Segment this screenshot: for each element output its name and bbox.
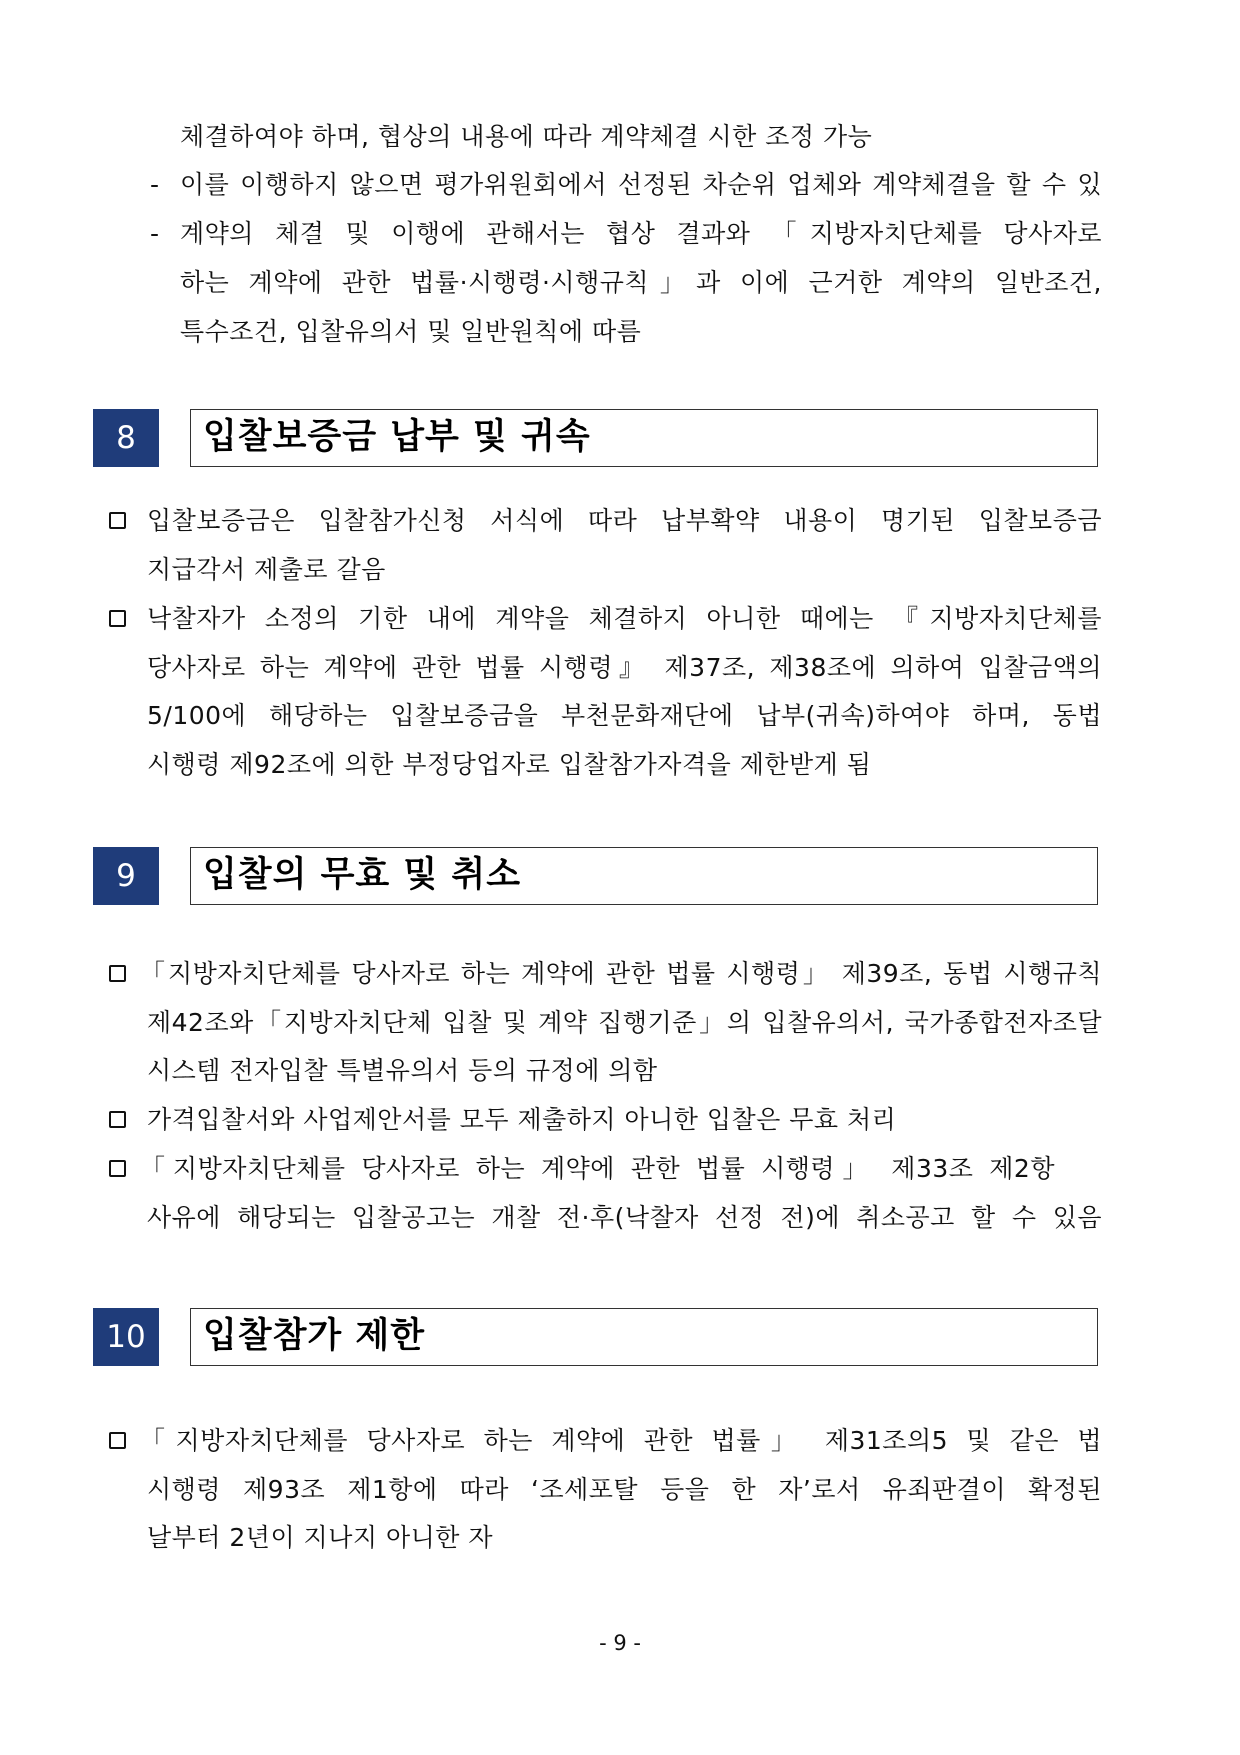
checkbox-bullet-icon bbox=[109, 512, 126, 529]
intro-dash-item-3-line-1: 계약의 체결 및 이행에 관해서는 협상 결과와 「지방자치단체를 당사자로 bbox=[180, 219, 1102, 248]
section-9-title-box bbox=[190, 847, 1098, 905]
section-9-item-3-line-1: 「지방자치단체를 당사자로 하는 계약에 관한 법률 시행령」 제33조 제2항 bbox=[140, 1154, 1055, 1183]
section-8-title-box bbox=[190, 409, 1098, 467]
section-9-number-badge: 9 bbox=[93, 847, 159, 905]
checkbox-bullet-icon bbox=[109, 1160, 126, 1177]
section-10-title-box bbox=[190, 1308, 1098, 1366]
section-8-item-1-line-1: 입찰보증금은 입찰참가신청 서식에 따라 납부확약 내용이 명기된 입찰보증금 bbox=[147, 506, 1102, 535]
dash-marker: - bbox=[150, 170, 160, 199]
section-9-item-1-line-3: 시스템 전자입찰 특별유의서 등의 규정에 의함 bbox=[147, 1056, 658, 1085]
section-8-item-1-line-2: 지급각서 제출로 갈음 bbox=[147, 555, 386, 584]
checkbox-bullet-icon bbox=[109, 610, 126, 627]
section-8-item-2-line-4: 시행령 제92조에 의한 부정당업자로 입찰참가자격을 제한받게 됨 bbox=[147, 750, 872, 779]
section-9-title: 입찰의 무효 및 취소 bbox=[203, 855, 522, 895]
section-8-item-2-line-2: 당사자로 하는 계약에 관한 법률 시행령』 제37조, 제38조에 의하여 입찰금액의 bbox=[147, 653, 1102, 682]
section-10-title: 입찰참가 제한 bbox=[203, 1316, 426, 1356]
dash-marker: - bbox=[150, 219, 160, 248]
section-8-item-2-line-1: 낙찰자가 소정의 기한 내에 계약을 체결하지 아니한 때에는 『지방자치단체를 bbox=[147, 604, 1102, 633]
section-10-number-badge: 10 bbox=[93, 1308, 159, 1366]
checkbox-bullet-icon bbox=[109, 1432, 126, 1449]
section-10-item-1-line-2: 시행령 제93조 제1항에 따라 ‘조세포탈 등을 한 자’로서 유죄판결이 확정된 bbox=[147, 1475, 1102, 1504]
section-9-item-2-line-1: 가격입찰서와 사업제안서를 모두 제출하지 아니한 입찰은 무효 처리 bbox=[147, 1105, 897, 1134]
section-10-item-1-line-3: 날부터 2년이 지나지 아니한 자 bbox=[147, 1523, 493, 1552]
page-number: - 9 - bbox=[599, 1631, 641, 1655]
checkbox-bullet-icon bbox=[109, 965, 126, 982]
section-8-title: 입찰보증금 납부 및 귀속 bbox=[203, 417, 591, 457]
intro-dash-item-3-line-3: 특수조건, 입찰유의서 및 일반원칙에 따름 bbox=[180, 317, 642, 346]
section-8-number-badge: 8 bbox=[93, 409, 159, 467]
section-9-item-1-line-2: 제42조와「지방자치단체 입찰 및 계약 집행기준」의 입찰유의서, 국가종합전자조달 bbox=[147, 1008, 1102, 1037]
intro-line-1: 체결하여야 하며, 협상의 내용에 따라 계약체결 시한 조정 가능 bbox=[180, 122, 873, 151]
intro-dash-item-2: 이를 이행하지 않으면 평가위원회에서 선정된 차순위 업체와 계약체결을 할 수 있 bbox=[180, 170, 1102, 199]
section-10-item-1-line-1: 「지방자치단체를 당사자로 하는 계약에 관한 법률」 제31조의5 및 같은 법 bbox=[140, 1426, 1102, 1455]
checkbox-bullet-icon bbox=[109, 1111, 126, 1128]
section-9-item-3-line-2: 사유에 해당되는 입찰공고는 개찰 전·후(낙찰자 선정 전)에 취소공고 할 수 있음 bbox=[147, 1203, 1102, 1232]
section-9-item-1-line-1: 「지방자치단체를 당사자로 하는 계약에 관한 법률 시행령」 제39조, 동법 시행규칙 bbox=[140, 959, 1102, 988]
intro-dash-item-3-line-2: 하는 계약에 관한 법률·시행령·시행규칙」과 이에 근거한 계약의 일반조건, bbox=[180, 268, 1102, 297]
section-8-item-2-line-3: 5/100에 해당하는 입찰보증금을 부천문화재단에 납부(귀속)하여야 하며, 동법 bbox=[147, 701, 1102, 730]
